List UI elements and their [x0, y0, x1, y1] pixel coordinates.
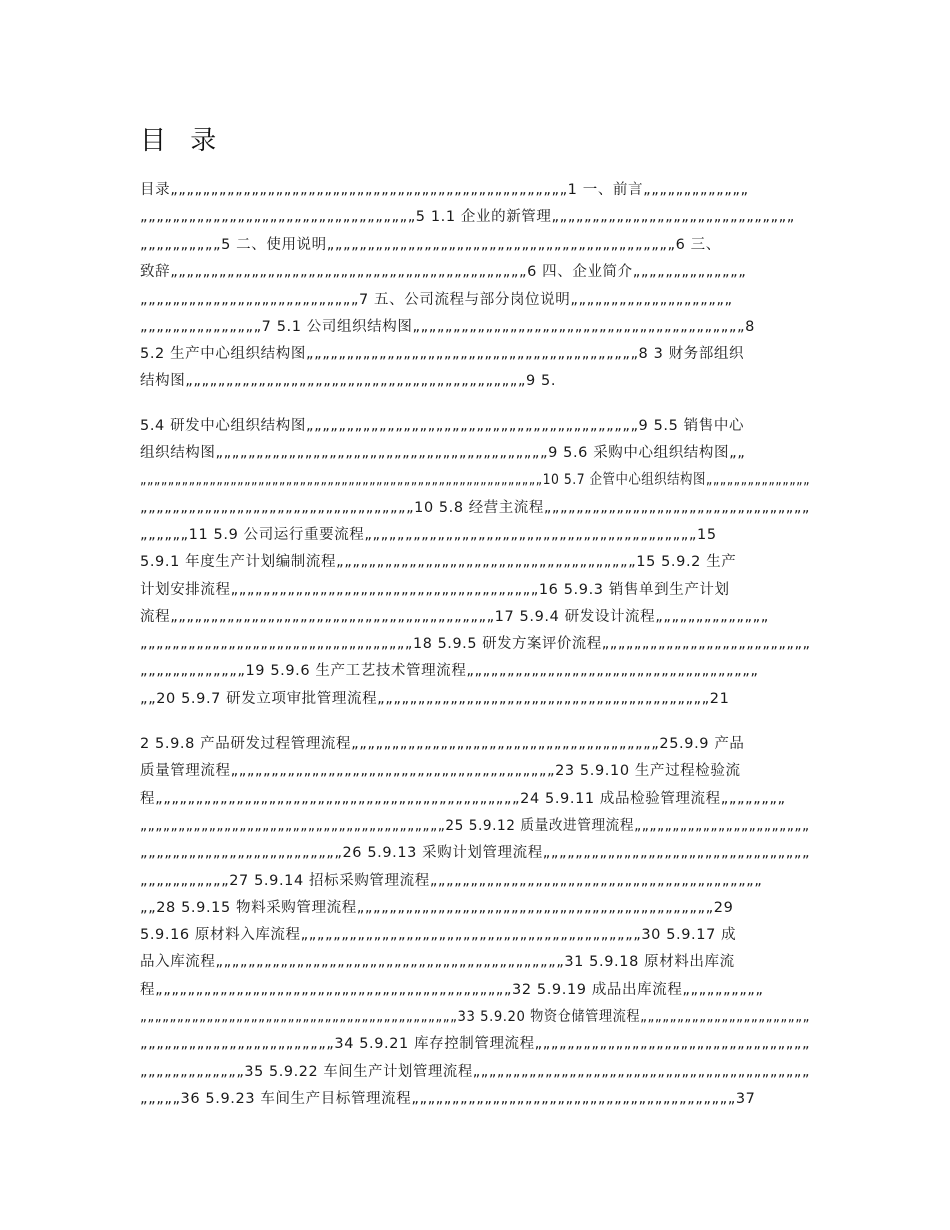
toc-line: 2 5.9.8 产品研发过程管理流程„„„„„„„„„„„„„„„„„„„„„„„„„„„„„„„„„„„„„„25.9.9 产品	[140, 736, 745, 752]
toc-line: „„„„„36 5.9.23 车间生产目标管理流程„„„„„„„„„„„„„„„„„„„„„„„„„„„„„„„„„„„„„„„„37	[140, 1091, 756, 1107]
toc-line: „„„„„„„„„„„„„„„„„„„„„„„„„„„„„„„„„„5 1.1 企业的新管理„„„„„„„„„„„„„„„„„„„„„„„„„„„„„„	[140, 209, 795, 225]
toc-line: 计划安排流程„„„„„„„„„„„„„„„„„„„„„„„„„„„„„„„„„„„„„„16 5.9.3 销售单到生产计划	[140, 582, 730, 598]
toc-line: 流程„„„„„„„„„„„„„„„„„„„„„„„„„„„„„„„„„„„„„„„„17 5.9.4 研发设计流程„„„„„„„„„„„„„„	[140, 609, 769, 625]
toc-line: „„„„„„„„„„„„„„„„„„„„„„„„„„„„„„„„„„„„„„„„„„„33 5.9.20 物资仓储管理流程„„„„„„„„„„„„„„„„„„„„„„„	[140, 1009, 810, 1025]
toc-line: 质量管理流程„„„„„„„„„„„„„„„„„„„„„„„„„„„„„„„„„„„„„„„„23 5.9.10 生产过程检验流	[140, 763, 741, 779]
toc-line: „„„„„„„„„„„„„35 5.9.22 车间生产计划管理流程„„„„„„„„„„„„„„„„„„„„„„„„„„„„„„„„„„„„„„„„„„	[140, 1064, 810, 1080]
toc-line: 5.2 生产中心组织结构图„„„„„„„„„„„„„„„„„„„„„„„„„„„„„„„„„„„„„„„„„8 3 财务部组织	[140, 346, 745, 362]
toc-line: 结构图„„„„„„„„„„„„„„„„„„„„„„„„„„„„„„„„„„„„„„„„„„9 5.	[140, 373, 557, 389]
toc-line: „„„„„„„„„„5 二、使用说明„„„„„„„„„„„„„„„„„„„„„„„„„„„„„„„„„„„„„„„„„„„6 三、	[140, 237, 721, 253]
toc-line: „„„„„„„„„„„27 5.9.14 招标采购管理流程„„„„„„„„„„„„„„„„„„„„„„„„„„„„„„„„„„„„„„„„„	[140, 873, 763, 889]
toc-line: „„„„„„„„„„„„„„„„„„„„„„„„„„„7 五、公司流程与部分岗位说明„„„„„„„„„„„„„„„„„„„„	[140, 292, 733, 308]
toc-line: „„„„„„„„„„„„„„„„„„„„„„„„„„„„„„„„„„10 5.8 经营主流程„„„„„„„„„„„„„„„„„„„„„„„„„„„„„„„„„	[140, 500, 810, 516]
toc-line: „„28 5.9.15 物料采购管理流程„„„„„„„„„„„„„„„„„„„„„„„„„„„„„„„„„„„„„„„„„„„„29	[140, 900, 734, 916]
toc-line: 5.9.1 年度生产计划编制流程„„„„„„„„„„„„„„„„„„„„„„„„„„„„„„„„„„„„„15 5.9.2 生产	[140, 554, 737, 570]
toc-line: „„„„„„„„„„„„„„„„„„„„„„„„„„„„„„„„„„„„„„„„„„„„„„„„„„„„„„„„„„10 5.7 企管中心组织结构图„„„„„„„„„„„„„„„	[140, 472, 811, 488]
toc-line: „„„„„„„„„„„„„„„„„„„„„„„„„26 5.9.13 采购计划管理流程„„„„„„„„„„„„„„„„„„„„„„„„„„„„„„„„„	[140, 845, 811, 861]
toc-line: „„„„„„„„„„„„„„„„„„„„„„„„„„„„„„„„„„18 5.9.5 研发方案评价流程„„„„„„„„„„„„„„„„„„„„„„„„„„	[140, 636, 811, 652]
toc-line: 品入库流程„„„„„„„„„„„„„„„„„„„„„„„„„„„„„„„„„„„„„„„„„„„31 5.9.18 原材料出库流	[140, 954, 735, 970]
toc-line: „„„„„„„„„„„„„„„7 5.1 公司组织结构图„„„„„„„„„„„„„„„„„„„„„„„„„„„„„„„„„„„„„„„„„8	[140, 319, 755, 335]
toc-line: „„„„„„11 5.9 公司运行重要流程„„„„„„„„„„„„„„„„„„„„„„„„„„„„„„„„„„„„„„„„„15	[140, 527, 717, 543]
toc-line: 程„„„„„„„„„„„„„„„„„„„„„„„„„„„„„„„„„„„„„„„„„„„„„24 5.9.11 成品检验管理流程„„„„„„„„	[140, 791, 786, 807]
toc-line: 5.4 研发中心组织结构图„„„„„„„„„„„„„„„„„„„„„„„„„„„„„„„„„„„„„„„„„9 5.5 销售中心	[140, 418, 745, 434]
toc-line: „„„„„„„„„„„„„19 5.9.6 生产工艺技术管理流程„„„„„„„„„„„„„„„„„„„„„„„„„„„„„„„„„„„„	[140, 663, 759, 679]
toc-line: „„„„„„„„„„„„„„„„„„„„„„„„„„„„„„„„„„„„„„„„25 5.9.12 质量改进管理流程„„„„„„„„„„„„„„„„„„„„„„„	[140, 818, 810, 834]
toc-line: 组织结构图„„„„„„„„„„„„„„„„„„„„„„„„„„„„„„„„„„„„„„„„„9 5.6 采购中心组织结构图„„	[140, 445, 746, 461]
toc-line: 程„„„„„„„„„„„„„„„„„„„„„„„„„„„„„„„„„„„„„„„„„„„„32 5.9.19 成品出库流程„„„„„„„„„„	[140, 982, 764, 998]
toc-line: „„20 5.9.7 研发立项审批管理流程„„„„„„„„„„„„„„„„„„„„„„„„„„„„„„„„„„„„„„„„„21	[140, 691, 730, 707]
toc-line: 目录„„„„„„„„„„„„„„„„„„„„„„„„„„„„„„„„„„„„„„„„„„„„„„„„„1 一、前言„„„„„„„„„„„„„	[140, 182, 749, 198]
toc-line: 致辞„„„„„„„„„„„„„„„„„„„„„„„„„„„„„„„„„„„„„„„„„„„„6 四、企业简介„„„„„„„„„„„„„„	[140, 264, 747, 280]
toc-line: „„„„„„„„„„„„„„„„„„„„„„„„34 5.9.21 库存控制管理流程„„„„„„„„„„„„„„„„„„„„„„„„„„„„„„„„„„	[140, 1036, 811, 1052]
page-title: 目 录	[140, 126, 225, 156]
toc-line: 5.9.16 原材料入库流程„„„„„„„„„„„„„„„„„„„„„„„„„„„„„„„„„„„„„„„„„„30 5.9.17 成	[140, 927, 737, 943]
